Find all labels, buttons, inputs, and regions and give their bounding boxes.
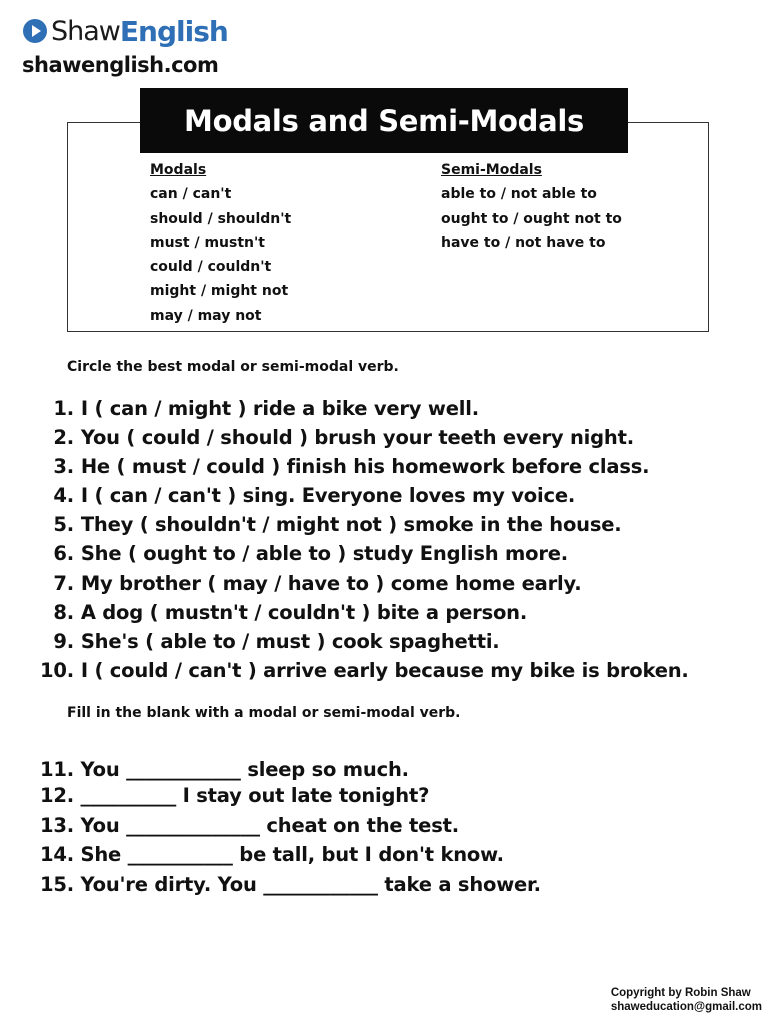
- brand-name-shaw: Shaw: [51, 15, 120, 47]
- section1-instruction: Circle the best modal or semi-modal verb.: [67, 359, 399, 375]
- modal-item: might / might not: [150, 283, 289, 300]
- brand-name-english: English: [119, 14, 228, 48]
- item-number: 7.: [53, 571, 74, 595]
- fill-blank-item-14: 14. She ___________ be tall, but I don't know.: [40, 843, 504, 866]
- fill-blank-item-13: 13. You ______________ cheat on the test.: [40, 813, 459, 837]
- exercise-item-10: [36, 656, 689, 685]
- semi-modal-item: have to / not have to: [441, 234, 606, 251]
- modal-item: should / shouldn't: [150, 210, 292, 227]
- modal-item: could / couldn't: [150, 259, 272, 276]
- item-text: My brother ( may / have to ) come home early.: [80, 571, 582, 595]
- item-text: I ( could / can't ) arrive early because my bike is broken.: [80, 658, 689, 682]
- modals-heading: Modals: [150, 162, 207, 178]
- modal-item: can / can't: [150, 186, 232, 203]
- semi-modal-item: ought to / ought not to: [441, 210, 622, 227]
- play-icon: [22, 18, 48, 44]
- item-text: I ( can / can't ) sing. Everyone loves my voice.: [80, 484, 576, 508]
- item-text: He ( must / could ) finish his homework before class.: [80, 455, 650, 479]
- item-text: You ( could / should ) brush your teeth every night.: [80, 426, 634, 450]
- item-number: 10.: [40, 658, 74, 682]
- item-number: 6.: [53, 542, 74, 566]
- modals-column: [150, 158, 291, 328]
- exercise-item-4: [36, 481, 689, 510]
- item-text: They ( shouldn't / might not ) smoke in the house.: [80, 513, 622, 537]
- semi-modal-item: able to / not able to: [441, 186, 597, 203]
- copyright-notice: [611, 986, 762, 1014]
- item-text: She ( ought to / able to ) study English more.: [80, 542, 568, 566]
- item-text: I ( can / might ) ride a bike very well.: [80, 397, 479, 420]
- copyright-line: Copyright by Robin Shaw: [610, 987, 751, 999]
- exercise-item-7: [36, 569, 689, 598]
- item-text: A dog ( mustn't / couldn't ) bite a person.: [80, 600, 528, 624]
- item-number: 4.: [53, 484, 74, 508]
- fill-blank-item-15: 15. You're dirty. You ____________ take a shower.: [40, 872, 541, 896]
- modal-item: may / may not: [150, 307, 262, 324]
- exercise-item-5: [36, 510, 689, 539]
- section2-list: [40, 755, 541, 899]
- item-number: 5.: [53, 513, 74, 537]
- section2-instruction: Fill in the blank with a modal or semi-modal verb.: [67, 705, 461, 721]
- exercise-item-3: [36, 452, 689, 481]
- semi-modals-heading: Semi-Modals: [441, 162, 542, 178]
- fill-blank-item-11: 11. You ____________ sleep so much.: [40, 758, 409, 781]
- exercise-item-2: [36, 423, 689, 452]
- fill-blank-item-12: 12. __________ I stay out late tonight?: [40, 784, 430, 807]
- section1-list: [36, 394, 689, 685]
- semi-modals-column: [441, 158, 622, 255]
- item-number: 2.: [53, 426, 74, 450]
- exercise-item-9: [36, 627, 689, 656]
- item-number: 8.: [53, 600, 74, 624]
- contact-email: shaweducation@gmail.com: [610, 1001, 762, 1013]
- item-number: 3.: [53, 455, 74, 479]
- item-number: 1.: [53, 397, 74, 420]
- site-url: shawenglish.com: [22, 53, 219, 77]
- item-text: She's ( able to / must ) cook spaghetti.: [80, 629, 500, 653]
- exercise-item-1: [36, 394, 689, 423]
- page-title: Modals and Semi-Modals: [140, 88, 628, 153]
- exercise-item-8: [36, 598, 689, 627]
- item-number: 9.: [53, 629, 74, 653]
- exercise-item-6: [36, 539, 689, 568]
- modal-item: must / mustn't: [150, 234, 265, 251]
- brand-logo: [22, 14, 228, 48]
